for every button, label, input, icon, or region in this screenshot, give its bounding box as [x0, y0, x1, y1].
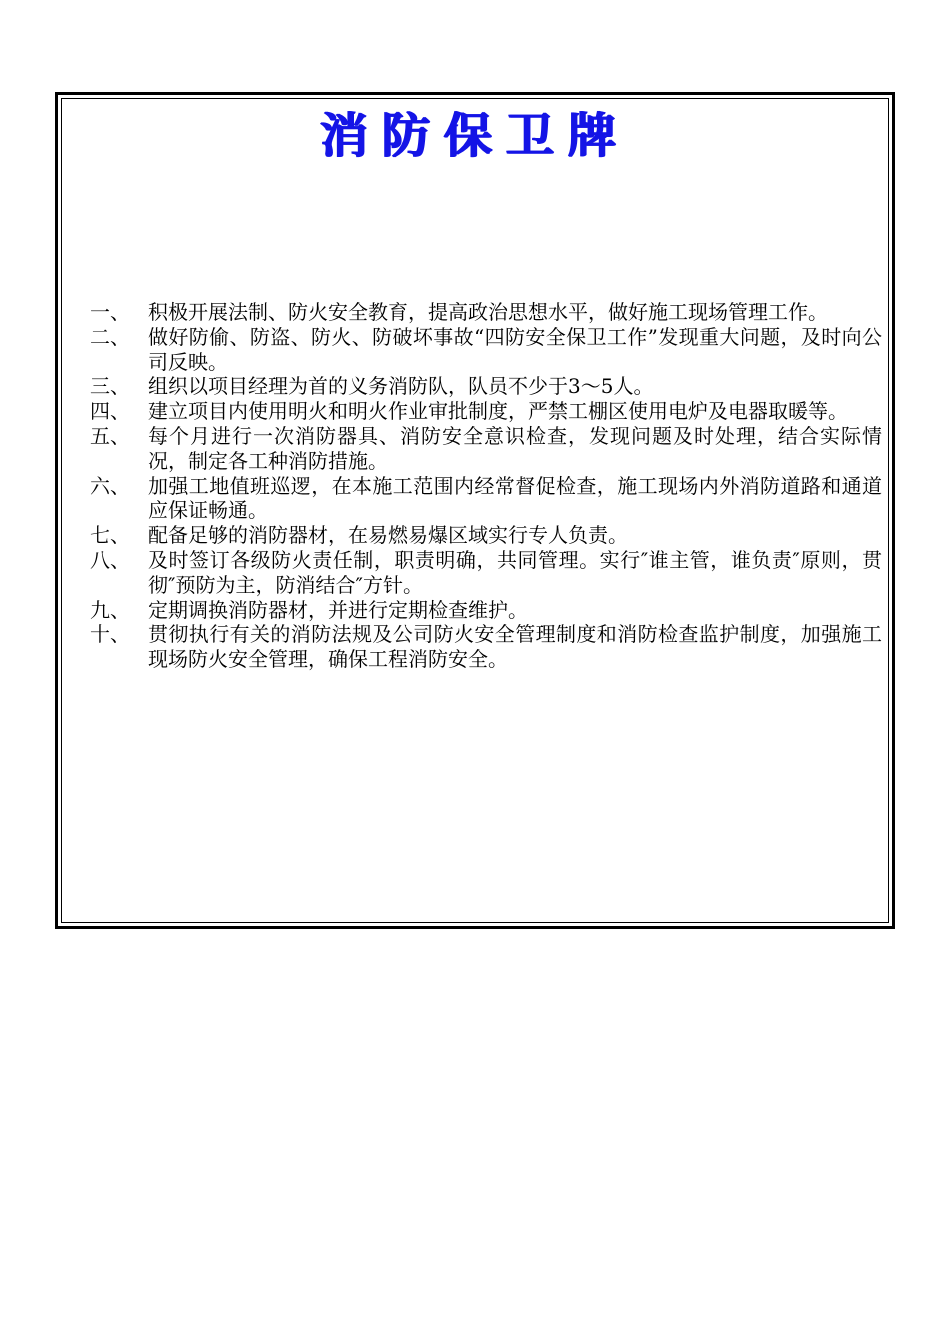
- rule-number: 六、: [90, 473, 130, 498]
- rule-number: 七、: [90, 523, 130, 548]
- rule-text: 配备足够的消防器材，在易燃易爆区域实行专人负责。: [148, 523, 628, 548]
- rule-number: 五、: [90, 423, 130, 448]
- rule-item: [90, 374, 882, 399]
- rule-number: 三、: [90, 374, 130, 399]
- rule-text: 及时签订各级防火责任制，职责明确，共同管理。实行″谁主管，谁负责″原则，贯彻″预防为主，防消结合″方针。: [148, 547, 882, 597]
- rule-item: [90, 523, 882, 548]
- rule-item: [90, 622, 882, 672]
- rule-number: 四、: [90, 399, 130, 424]
- rules-list: [90, 300, 882, 672]
- rule-text: 每个月进行一次消防器具、消防安全意识检查，发现问题及时处理，结合实际情况，制定各工种消防措施。: [148, 423, 882, 473]
- rule-text: 加强工地值班巡逻，在本施工范围内经常督促检查，施工现场内外消防道路和通道应保证畅通。: [148, 473, 882, 523]
- rule-text: 贯彻执行有关的消防法规及公司防火安全管理制度和消防检查监护制度，加强施工现场防火安全管理，确保工程消防安全。: [148, 622, 882, 672]
- page-title: 消防保卫牌: [319, 108, 630, 164]
- rule-text: 做好防偷、防盗、防火、防破坏事故“四防安全保卫工作”发现重大问题，及时向公司反映。: [148, 324, 882, 374]
- rule-item: [90, 424, 882, 474]
- rule-number: 二、: [90, 324, 130, 349]
- rule-item: [90, 474, 882, 524]
- rule-text: 建立项目内使用明火和明火作业审批制度，严禁工棚区使用电炉及电器取暖等。: [148, 399, 848, 424]
- rule-number: 九、: [90, 597, 130, 622]
- rule-item: [90, 598, 882, 623]
- rule-text: 组织以项目经理为首的义务消防队，队员不少于3～5人。: [148, 374, 654, 399]
- rule-item: [90, 399, 882, 424]
- rule-item: [90, 548, 882, 598]
- rule-number: 一、: [90, 300, 130, 324]
- rule-text: 积极开展法制、防火安全教育，提高政治思想水平，做好施工现场管理工作。: [148, 300, 828, 324]
- rule-item: [90, 325, 882, 375]
- rule-item: [90, 300, 882, 325]
- rule-text: 定期调换消防器材，并进行定期检查维护。: [148, 597, 528, 622]
- rule-number: 八、: [90, 547, 130, 572]
- rule-number: 十、: [90, 622, 130, 647]
